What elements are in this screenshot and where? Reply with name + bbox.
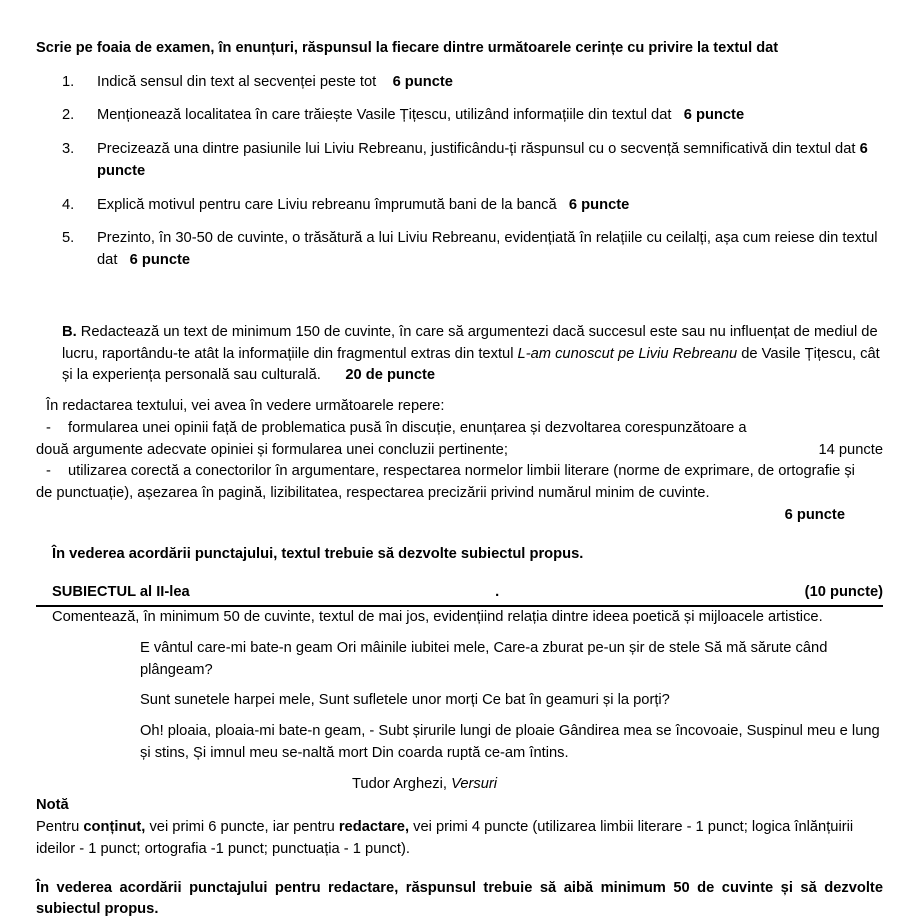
task-item-3 <box>36 139 883 183</box>
repere-dash: - <box>46 463 51 480</box>
spacer <box>36 284 883 322</box>
nota-line-start: Pentru <box>36 819 84 836</box>
repere-text: utilizarea corectă a conectorilor în argumentare, respectarea normelor limbii literare (norme de exprimare, de ortografie și <box>68 463 855 480</box>
final-note: În vederea acordării punctajului pentru redactare, răspunsul trebuie să aibă minimum 50 de cuvinte și să dezvolte subiectul propus. <box>36 879 883 918</box>
task-item-1 <box>36 72 883 94</box>
task-list <box>36 72 883 272</box>
spacer <box>36 712 883 721</box>
task-item-4 <box>36 195 883 217</box>
nota-bold-redactare: redactare, <box>338 819 410 836</box>
repere-item-1-line1 <box>36 418 883 440</box>
page-title: Scrie pe foaia de examen, în enunțuri, răspunsul la fiecare dintre următoarele cerințe cu privire la textul dat <box>36 40 779 56</box>
section-b-points: 20 de puncte <box>345 367 436 384</box>
section-b-text-part1: Redactează un text de minimum 150 de cuvinte, în care să argumentezi dacă succesul este sau nu influențat de mediul de lucru, raportându-te atât la informațiile din fragmentul extras din textul <box>62 323 878 362</box>
task-text: Indică sensul din text al secvenței peste tot <box>97 73 377 90</box>
task-text: Precizează una dintre pasiunile lui Liviu Rebreanu, justificându-ți răspunsul cu o secvență semnificativă din textul dat <box>97 141 856 158</box>
task-item-5 <box>36 228 883 272</box>
repere-item-2-points: 6 puncte <box>784 506 845 523</box>
poem-stanza-3: Oh! ploaia, ploaia-mi bate-n geam, - Subt șirurile lungi de ploaie Gândirea mea se încovoaie, Suspinul meu e lung și stins, Și imnul meu se-naltă mort Din coarda ruptă ce-am întins. <box>140 723 880 761</box>
comenteaza-instruction: Comentează, în minimum 50 de cuvinte, textul de mai jos, evidențiind relația dintre ideea poetică și mijloacele artistice. <box>52 609 823 626</box>
repere-item-2-line2 <box>36 483 883 505</box>
repere-text-cont: de punctuație), așezarea în pagină, lizibilitatea, respectarea precizării privind numărul minim de cuvinte. <box>36 485 710 502</box>
repere-item-2-line1 <box>36 461 883 483</box>
task-number: 3. <box>62 141 75 158</box>
subiectul-ii-points: (10 puncte) <box>804 584 884 601</box>
task-text: Prezinto, în 30-50 de cuvinte, o trăsătură a lui Liviu Rebreanu, evidențiată în relațiile cu ceilalți, așa cum reiese din textul dat <box>97 230 878 269</box>
acordare-note: În vederea acordării punctajului, textul trebuie să dezvolte subiectul propus. <box>52 545 584 562</box>
task-points: 6 puncte <box>568 196 630 213</box>
spacer <box>36 861 883 878</box>
document-body <box>36 38 883 921</box>
task-points: 6 puncte <box>683 107 745 124</box>
spacer <box>36 681 883 690</box>
poem-stanza-2: Sunt sunetele harpei mele, Sunt sufletele unor morți Ce bat în geamuri și la porți? <box>140 692 670 709</box>
task-number: 2. <box>62 107 75 124</box>
repere-text: formularea unei opinii față de problematica pusă în discuție, enunțarea și dezvoltarea corespunzătoare a <box>68 419 747 436</box>
nota-body <box>36 817 883 861</box>
poem-work-title: Versuri <box>451 775 498 792</box>
spacer <box>36 629 883 638</box>
repere-points: 14 puncte <box>818 441 883 458</box>
task-number: 4. <box>62 196 75 213</box>
section-b-title-italic: L-am cunoscut pe Liviu Rebreanu <box>517 345 738 362</box>
subiectul-ii-dot: . <box>495 584 500 601</box>
spacer <box>36 527 883 544</box>
repere-item-1-line2 <box>36 440 883 462</box>
repere-dash: - <box>46 419 51 436</box>
poem-author: Tudor Arghezi, <box>352 775 447 792</box>
repere-text-cont: două argumente adecvate opiniei și formularea unei concluzii pertinente; <box>36 441 508 458</box>
nota-heading: Notă <box>36 797 69 814</box>
poem-attribution <box>36 774 883 796</box>
task-points: 6 puncte <box>392 73 453 90</box>
task-text: Menționează localitatea în care trăiește Vasile Țițescu, utilizând informațiile din textul dat <box>97 107 672 124</box>
nota-mid: vei primi 6 puncte, iar pentru <box>145 819 339 836</box>
spacer <box>36 765 883 774</box>
task-text: Explică motivul pentru care Liviu rebreanu împrumută bani de la bancă <box>97 196 557 213</box>
nota-rest: vei primi 4 puncte (utilizarea limbii literare - 1 punct; logica înlănțuirii ideilor - 1 punct; ortografia -1 punct; punctuația - 1 punct). <box>36 819 854 857</box>
spacer <box>36 387 883 396</box>
task-item-2 <box>36 105 883 127</box>
task-points: 6 puncte <box>97 141 868 179</box>
repere-intro: În redactarea textului, vei avea în vedere următoarele repere: <box>46 398 445 415</box>
subiectul-ii-label: SUBIECTUL al II-lea <box>52 584 190 601</box>
spacer <box>36 565 883 582</box>
task-number: 5. <box>62 230 75 247</box>
poem-stanza-1: E vântul care-mi bate-n geam Ori mâinile iubitei mele, Care-a zburat pe-un șir de stele Să mă sărute când plângeam? <box>140 639 828 678</box>
task-points: 6 puncte <box>129 252 191 269</box>
section-b-text-part2: de Vasile Țițescu, cât și la experiența personală sau culturală. <box>62 345 880 384</box>
subiectul-ii-heading <box>36 582 883 607</box>
task-number: 1. <box>62 73 75 90</box>
section-b-paragraph <box>36 322 883 387</box>
section-b-label: B. <box>62 323 77 340</box>
nota-bold-continut: conținut, <box>83 819 146 836</box>
